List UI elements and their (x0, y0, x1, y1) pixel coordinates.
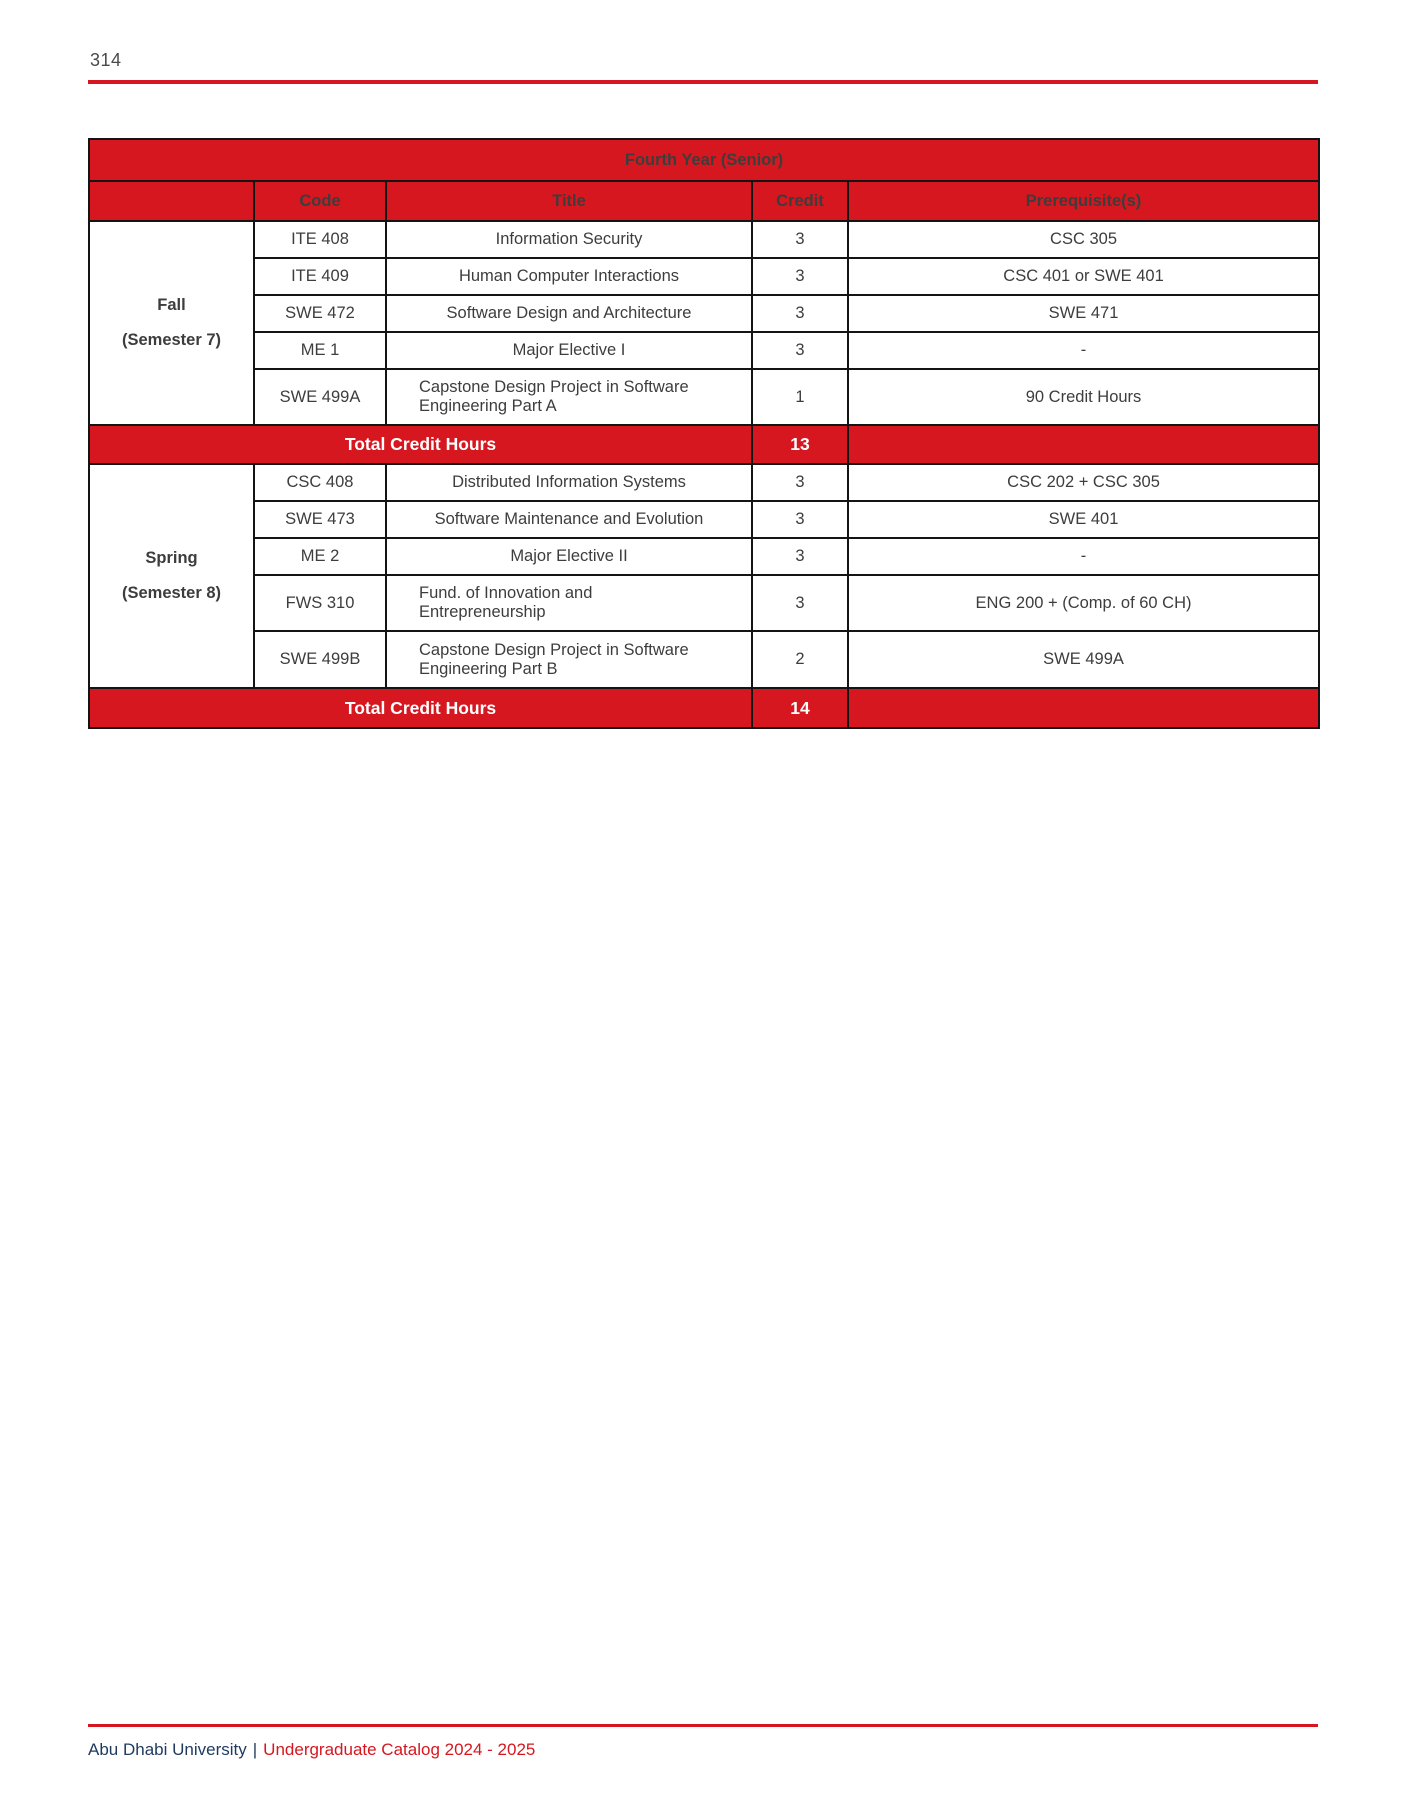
total-value-cell: 14 (752, 688, 848, 728)
course-title-cell (386, 501, 752, 538)
total-value-cell: 13 (752, 425, 848, 464)
course-code-cell: SWE 473 (254, 501, 386, 538)
course-title-text: Capstone Design Project in Software Engineering Part A (419, 378, 689, 415)
course-title-cell (386, 369, 752, 425)
course-code-cell: ME 1 (254, 332, 386, 369)
course-credit-cell: 3 (752, 332, 848, 369)
course-title-cell (386, 332, 752, 369)
course-title-cell (386, 295, 752, 332)
total-credit-row (89, 688, 1319, 728)
course-code-cell: SWE 472 (254, 295, 386, 332)
course-prereq-cell: ENG 200 + (Comp. of 60 CH) (848, 575, 1319, 631)
table-row (89, 369, 1319, 425)
total-label-cell: Total Credit Hours (89, 425, 752, 464)
table-row (89, 631, 1319, 688)
semester-name: Fall (157, 296, 186, 314)
course-code-cell: ME 2 (254, 538, 386, 575)
course-title-text: Major Elective II (510, 547, 628, 566)
table-row (89, 464, 1319, 501)
course-title-cell (386, 575, 752, 631)
semester-label-cell (89, 464, 254, 688)
column-header-credit: Credit (752, 181, 848, 221)
column-header-prerequisites: Prerequisite(s) (848, 181, 1319, 221)
course-credit-cell: 3 (752, 575, 848, 631)
footer-divider-rule (88, 1724, 1318, 1727)
table-title: Fourth Year (Senior) (89, 139, 1319, 181)
course-title-text: Major Elective I (512, 341, 626, 360)
table-row (89, 221, 1319, 258)
table-row (89, 501, 1319, 538)
semester-label-cell (89, 221, 254, 425)
course-code-cell: ITE 408 (254, 221, 386, 258)
course-prereq-cell: - (848, 538, 1319, 575)
page-footer (88, 1740, 535, 1760)
course-title-cell (386, 221, 752, 258)
course-credit-cell: 2 (752, 631, 848, 688)
table-row (89, 575, 1319, 631)
course-prereq-cell: - (848, 332, 1319, 369)
course-title-text: Human Computer Interactions (458, 267, 680, 286)
course-code-cell: SWE 499B (254, 631, 386, 688)
table-row (89, 258, 1319, 295)
total-empty-cell (848, 688, 1319, 728)
column-header-code: Code (254, 181, 386, 221)
column-header-row (89, 181, 1319, 221)
semester-number: (Semester 7) (121, 331, 222, 349)
course-title-text: Fund. of Innovation and Entrepreneurship (419, 584, 593, 621)
course-prereq-cell: 90 Credit Hours (848, 369, 1319, 425)
course-title-cell (386, 464, 752, 501)
total-credit-row (89, 425, 1319, 464)
course-title-text: Software Design and Architecture (446, 304, 692, 323)
course-credit-cell: 3 (752, 501, 848, 538)
course-code-cell: CSC 408 (254, 464, 386, 501)
total-label-cell: Total Credit Hours (89, 688, 752, 728)
semester-number: (Semester 8) (121, 584, 222, 602)
course-title-cell (386, 631, 752, 688)
course-prereq-cell: CSC 401 or SWE 401 (848, 258, 1319, 295)
course-credit-cell: 3 (752, 464, 848, 501)
table-title-row (89, 139, 1319, 181)
course-credit-cell: 3 (752, 295, 848, 332)
total-empty-cell (848, 425, 1319, 464)
course-code-cell: ITE 409 (254, 258, 386, 295)
course-plan-table (88, 138, 1320, 729)
course-title-text: Information Security (495, 230, 643, 249)
column-header-semester (89, 181, 254, 221)
course-code-cell: SWE 499A (254, 369, 386, 425)
footer-university-name: Abu Dhabi University (88, 1740, 247, 1759)
column-header-title: Title (386, 181, 752, 221)
course-credit-cell: 3 (752, 258, 848, 295)
course-credit-cell: 3 (752, 538, 848, 575)
table-row (89, 332, 1319, 369)
footer-separator: | (252, 1740, 258, 1759)
course-prereq-cell: SWE 471 (848, 295, 1319, 332)
page-number: 314 (90, 50, 122, 70)
course-title-text: Software Maintenance and Evolution (434, 510, 704, 529)
course-credit-cell: 1 (752, 369, 848, 425)
semester-name: Spring (145, 549, 198, 567)
course-prereq-cell: CSC 305 (848, 221, 1319, 258)
table-row (89, 538, 1319, 575)
course-title-text: Capstone Design Project in Software Engineering Part B (419, 640, 689, 678)
course-title-cell (386, 258, 752, 295)
course-code-cell: FWS 310 (254, 575, 386, 631)
course-title-cell (386, 538, 752, 575)
top-divider-rule (88, 80, 1318, 84)
course-prereq-cell: SWE 401 (848, 501, 1319, 538)
course-prereq-cell: SWE 499A (848, 631, 1319, 688)
course-title-text: Distributed Information Systems (452, 473, 686, 492)
course-credit-cell: 3 (752, 221, 848, 258)
course-prereq-cell: CSC 202 + CSC 305 (848, 464, 1319, 501)
table-row (89, 295, 1319, 332)
footer-catalog-title: Undergraduate Catalog 2024 - 2025 (263, 1740, 536, 1759)
